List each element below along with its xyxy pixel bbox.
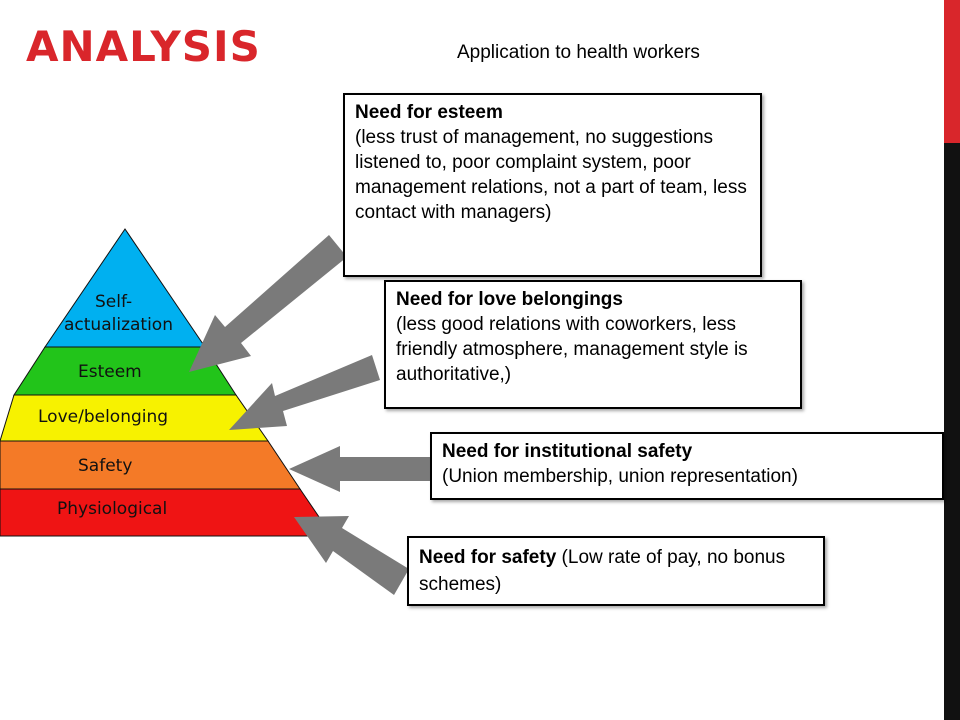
slide-title: ANALYSIS [26, 22, 261, 71]
pyramid-level-safety [0, 441, 300, 489]
pyramid-label-physiological: Physiological [57, 499, 168, 519]
box-institutional-safety [430, 432, 944, 500]
pyramid-label-self-line2: actualization [64, 315, 173, 335]
box-esteem-body: (less trust of management, no suggestions listened to, poor complaint system, poor management relations, not a part of team, less contact with managers) [355, 127, 747, 223]
arrow-esteem [189, 235, 347, 372]
box-safety-heading: Need for safety [419, 547, 557, 568]
box-safety-body: (Low rate of pay, no bonus schemes) [419, 547, 786, 595]
box-esteem-heading: Need for esteem [355, 102, 503, 123]
pyramid-label-esteem: Esteem [78, 362, 142, 382]
box-esteem [343, 93, 762, 277]
pyramid-label-safety: Safety [78, 456, 133, 476]
box-love-body: (less good relations with coworkers, less friendly atmosphere, management style is authoritative,) [396, 314, 748, 385]
pyramid-label-self-line1: Self- [95, 292, 133, 312]
box-institutional-heading: Need for institutional safety [442, 441, 693, 462]
box-love-heading: Need for love belongings [396, 289, 623, 310]
arrow-institutional-safety [289, 446, 434, 492]
slide-subtitle: Application to health workers [457, 42, 700, 63]
box-institutional-body: (Union membership, union representation) [442, 466, 798, 487]
box-love-belongings [384, 280, 802, 409]
box-safety [407, 536, 825, 606]
arrow-love-belonging [229, 355, 380, 430]
pyramid-label-love-belonging: Love/belonging [38, 407, 169, 427]
arrow-safety [294, 516, 409, 595]
